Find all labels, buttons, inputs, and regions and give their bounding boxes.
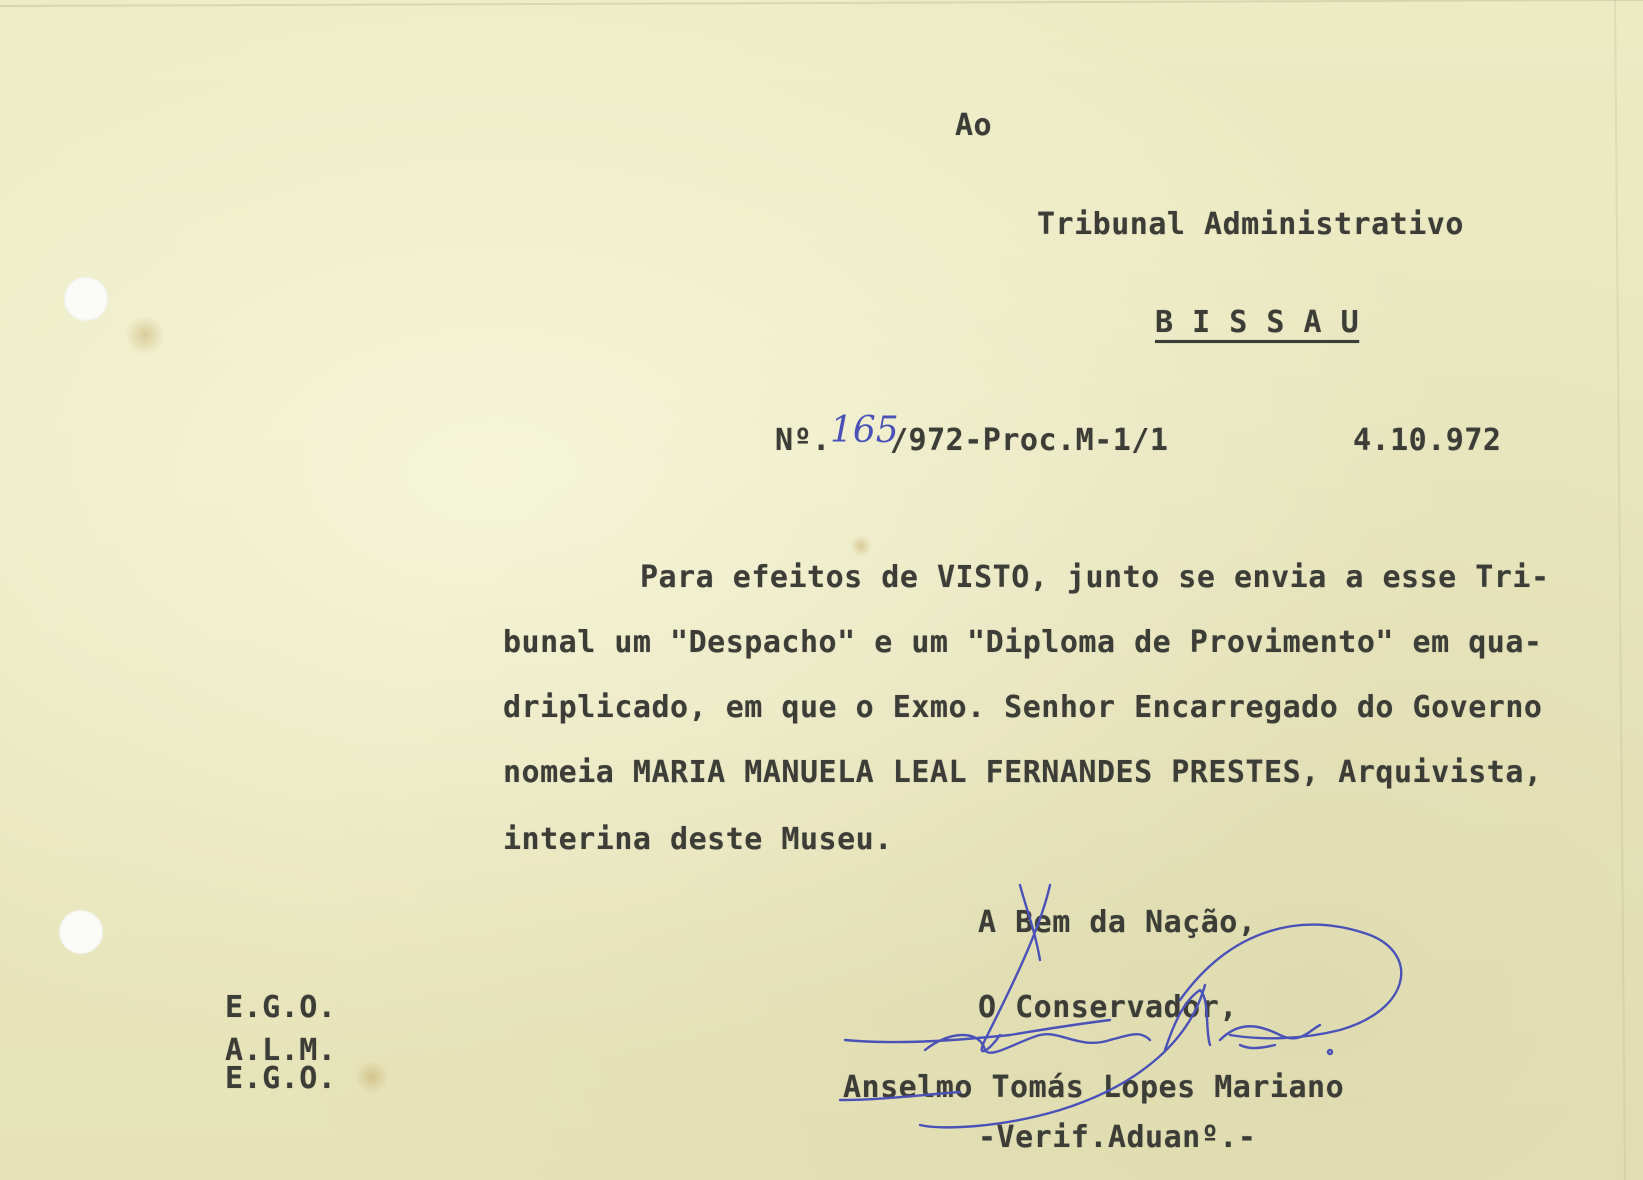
paper-stain [125,315,165,355]
body-line-2: bunal um "Despacho" e um "Diploma de Provimento" em qua- [503,625,1543,660]
signatory-role: O Conservador, [978,990,1238,1025]
reference-suffix: /972-Proc.M-1/1 [890,423,1169,458]
addressee-city: B I S S A U [1155,305,1360,340]
addressee-institution: Tribunal Administrativo [1037,207,1464,242]
signatory-title: -Verif.Aduanº.- [978,1120,1257,1155]
salutation: Ao [955,108,993,143]
initials-line-3: E.G.O. [225,1061,337,1096]
body-line-5: interina deste Museu. [503,822,893,857]
body-line-1: Para efeitos de VISTO, junto se envia a esse Tri- [640,560,1550,595]
paper-stain [850,535,872,557]
body-line-4: nomeia MARIA MANUELA LEAL FERNANDES PRESTES, Arquivista, [503,755,1543,790]
punch-hole-top [64,277,108,321]
body-line-3: driplicado, em que o Exmo. Senhor Encarregado do Governo [503,690,1543,725]
closing-formula: A Bem da Nação, [978,905,1257,940]
signatory-name: Anselmo Tomás Lopes Mariano [843,1070,1345,1105]
handwritten-reference-number: 165 [830,410,899,451]
initials-line-2: A.L.M. [225,1033,337,1068]
reference-prefix: Nº. [775,423,831,458]
paper-stain [355,1060,389,1094]
punch-hole-bottom [59,910,103,954]
initials-line-1: E.G.O. [225,990,337,1025]
document-date: 4.10.972 [1353,423,1502,458]
